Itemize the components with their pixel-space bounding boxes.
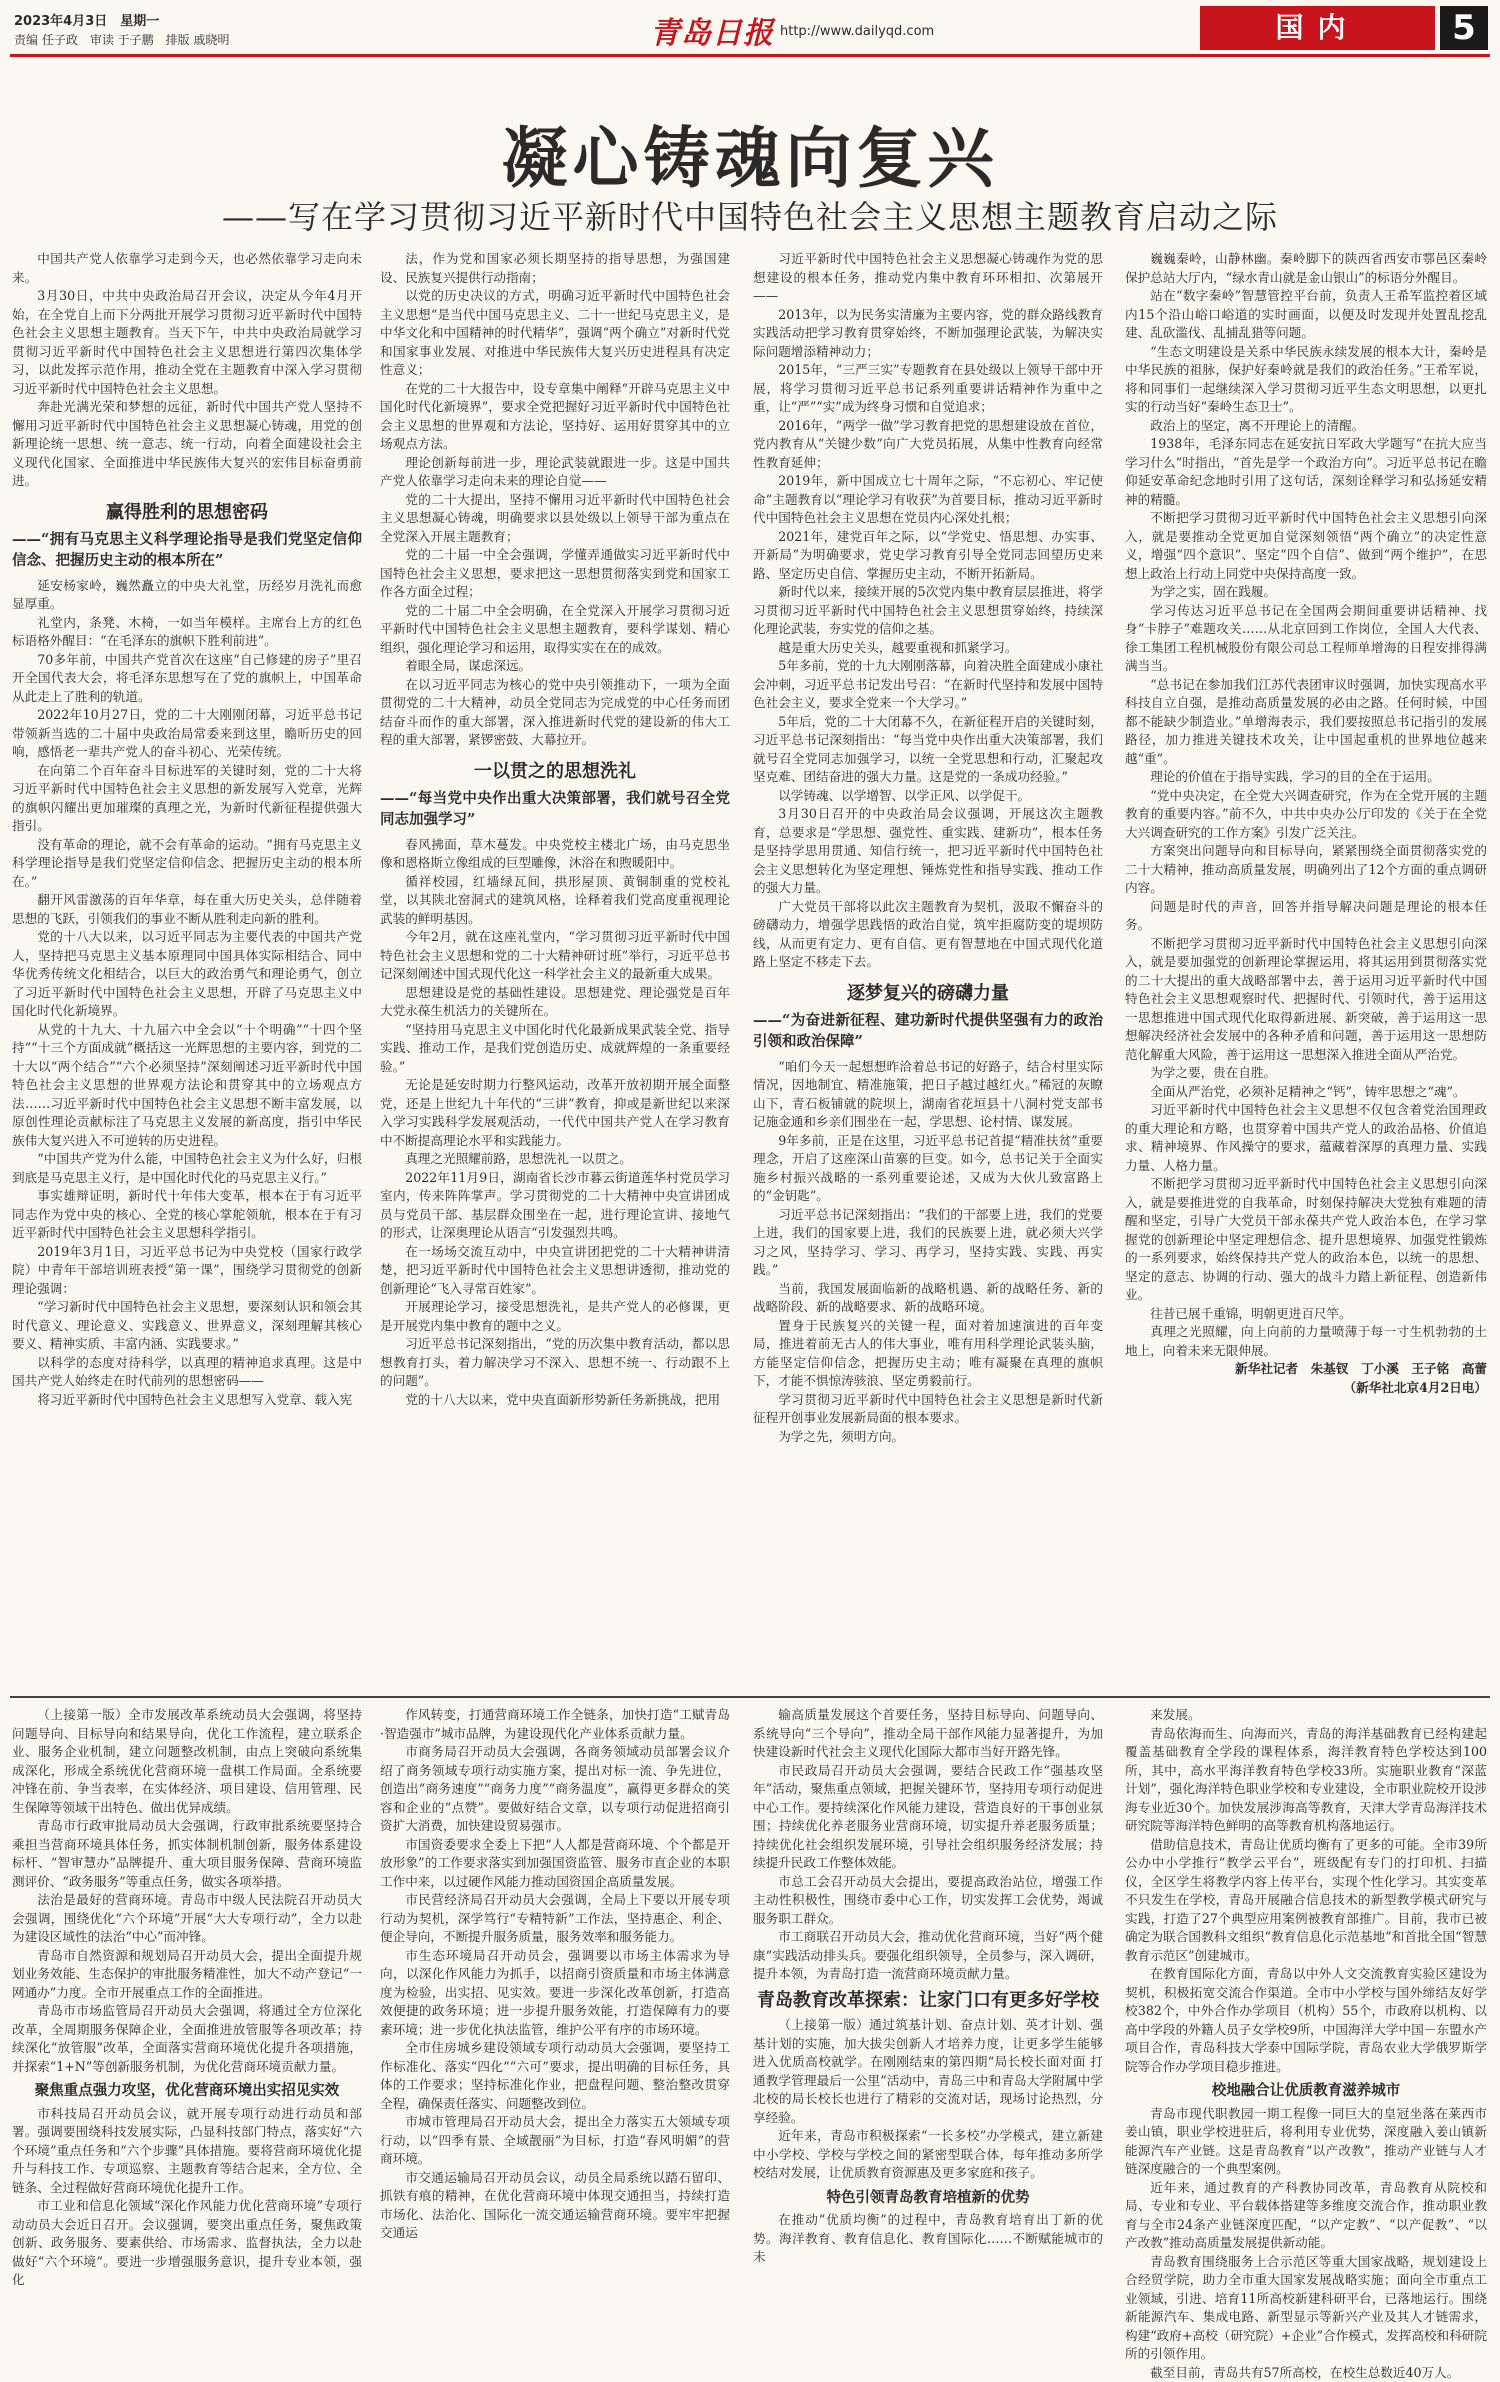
lower-column-4 xyxy=(1125,1706,1487,2171)
lower-column-2 xyxy=(380,1706,730,2171)
reporter-credit: 新华社记者 朱基钗 丁小溪 王子铭 高蕾 xyxy=(1125,1360,1487,1379)
section-heading-1: 赢得胜利的思想密码 xyxy=(12,501,362,525)
paragraph: 党的二十届一中全会强调，学懂弄通做实习近平新时代中国特色社会主义思想，要求把这一思想贯彻落实到党和国家工作各方面全过程； xyxy=(380,546,730,602)
lower-heading-4: 校地融合让优质教育滋养城市 xyxy=(1125,2082,1487,2101)
paragraph: “咱们今天一起想想昨洽着总书记的好路子，结合村里实际情况，因地制宜、精准施策，把日子越过越红火。”稀冠的灰瞭山下，青石板铺就的院坝上，湖南省花垣县十八洞村党支部书记施金通和乡亲们围坐在一起，学思想、论村情、谋发展。 xyxy=(753,1058,1103,1132)
paragraph: 习近平总书记深刻指出，“党的历次集中教育活动，都以思想教育打头，着力解决学习不深入、思想不统一、行动跟不上的问题”。 xyxy=(380,1335,730,1391)
paragraph: 思想建设是党的基础性建设。思想建党、理论强党是百年大党永葆生机活力的关键所在。 xyxy=(380,984,730,1021)
lower-heading-3: 特色引领青岛教育培植新的优势 xyxy=(753,2189,1103,2208)
paragraph: 理论的价值在于指导实践，学习的目的全在于运用。 xyxy=(1125,768,1487,787)
lower-column-1 xyxy=(12,1706,362,2171)
paragraph: 党的二十届二中全会明确，在全党深入开展学习贯彻习近平新时代中国特色社会主义思想主题教育，要科学谋划、精心组织，强化理论学习和运用，取得实实在在的成效。 xyxy=(380,602,730,658)
paragraph: “生态文明建设是关系中华民族永续发展的根本大计，秦岭是中华民族的祖脉，保护好秦岭就是我们的政治任务。”王希军说，将和同事们一起继续深入学习贯彻习近平生态文明思想，以更扎实的行动当好“秦岭生态卫士”。 xyxy=(1125,343,1487,417)
paragraph: 2022年11月9日，湖南省长沙市暮云街道莲华村党员学习室内，传来阵阵掌声。学习贯彻党的二十大精神中央宣讲团成员与党员干部、基层群众围坐在一起，进行理论宣讲、接地气的形式，让深奥理论从语言“引发强烈共鸣。 xyxy=(380,1169,730,1243)
paragraph: 2019年3月1日，习近平总书记为中央党校（国家行政学院）中青年干部培训班表授“第一课”，围绕学习贯彻党的创新理论强调： xyxy=(12,1243,362,1299)
paragraph: 党的二十大提出，坚持不懈用习近平新时代中国特色社会主义思想凝心铸魂，明确要求以县处级以上领导干部为重点在全党深入开展主题教育； xyxy=(380,491,730,547)
paragraph: 5年后，党的二十大闭幕不久，在新征程开启的关键时刻，习近平总书记深刻指出：“每当党中央作出重大决策部署，我们就号召全党同志加强学习，以统一全党思想和行动，汇聚起攻坚克难、团结奋进的强大力量。这是党的一条成功经验。” xyxy=(753,713,1103,787)
paragraph: 2013年，以为民务实清廉为主要内容，党的群众路线教育实践活动把学习教育贯穿始终，不断加强理论武装，为解决实际问题增添精神动力； xyxy=(753,306,1103,362)
article-column-2 xyxy=(380,250,730,1690)
col1b-paragraphs xyxy=(12,577,362,1410)
website-url: http://www.dailyqd.com xyxy=(780,24,934,39)
section-heading-2: 一以贯之的思想洗礼 xyxy=(380,760,730,784)
paragraph: 截至目前，青岛共有57所高校，在校生总数近40万人。 xyxy=(1125,2364,1487,2382)
col2-paragraphs xyxy=(380,250,730,750)
paragraph: 青岛依海而生、向海而兴，青岛的海洋基础教育已经构建起覆盖基础教育全学段的课程体系，海洋教育特色学校达到100所，其中，高水平海洋教育特色学校33所。实施职业教育“深蓝计划”，强化海洋特色职业学校和专业建设，全市职业院校开设涉海专业近30个。加快发展涉海高等教育，天津大学青岛海洋技术研究院等海洋特色鲜明的高等教育机构落地运行。 xyxy=(1125,1725,1487,1836)
paragraph: 青岛教育围绕服务上合示范区等重大国家战略，规划建设上合经贸学院，助力全市重大国家发展战略实施；面向全市重点工业领域，引进、培育11所高校新建科研平台，已落地运行。围绕新能源汽车、集成电路、新型显示等新兴产业及其人才链需求，构建“政府+高校（研究院）+企业”合作模式，发挥高校和科研院所的引领作用。 xyxy=(1125,2253,1487,2364)
paragraph: 来发展。 xyxy=(1125,1706,1487,1725)
paragraph: 党的十八大以来，以习近平同志为主要代表的中国共产党人，坚持把马克思主义基本原理同中国具体实际相结合、同中华优秀传统文化相结合，以巨大的政治勇气和理论勇气，创立了习近平新时代中国特色社会主义思想，开辟了马克思主义中国化时代化新境界。 xyxy=(12,928,362,1021)
paragraph: 青岛市行政审批局动员大会强调，行政审批系统要坚持合乘担当营商环境具体任务，抓实体制机制创新，服务体系建设标杆、“智审慧办”品牌提升、重大项目服务保障、营商环境监测评价、“政务服务”等重点任务，做实各项举措。 xyxy=(12,1817,362,1891)
header-divider xyxy=(10,54,1490,57)
paragraph: 站在“数字秦岭”智慧管控平台前，负责人王希军监控着区域内15个沿山峪口峪道的实时画面，以便及时发现并处置乱挖乱建、乱砍滥伐、乱捕乱猎等问题。 xyxy=(1125,287,1487,343)
paragraph: 延安杨家岭，巍然矗立的中央大礼堂，历经岁月洗礼而愈显厚重。 xyxy=(12,577,362,614)
lower-col1b-paragraphs xyxy=(12,2105,362,2290)
paragraph: 越是重大历史关头，越要重视和抓紧学习。 xyxy=(753,639,1103,658)
lower-col4-paragraphs xyxy=(1125,1706,1487,2076)
paragraph: 不断把学习贯彻习近平新时代中国特色社会主义思想引向深入，就是要推动全党更加自觉深刻领悟“两个确立”的决定性意义，增强“四个意识”、坚定“四个自信”、做到“两个维护”，在思想上政治上行动上同党中央保持高度一致。 xyxy=(1125,509,1487,583)
paragraph: 无论是延安时期力行整风运动，改革开放初期开展全面整党，还是上世纪九十年代的“三讲”教育，抑或是新世纪以来深入学习实践科学发展观活动，一代代中国共产党人在学习教育中不断提高理论水平和实践能力。 xyxy=(380,1076,730,1150)
paragraph: 为学之先，须明方向。 xyxy=(753,1428,1103,1447)
paragraph: 作风转变，打通营商环境工作全链条，加快打造“工赋青岛·智造强市”城市品牌，为建设现代化产业体系贡献力量。 xyxy=(380,1706,730,1743)
paragraph: （上接第一版）通过筑基计划、奋点计划、英才计划、强基计划的实施，加大拔尖创新人才培养力度，让更多学生能够进入优质高校就学。在刚刚结束的第四期“局长校长面对面 打通教学管理最后一公里”活动中，青岛三中和青岛大学附属中学北校的局长校长也进行了精彩的交流对话，现场讨论热烈，分享经验。 xyxy=(753,2016,1103,2127)
paragraph: 不断把学习贯彻习近平新时代中国特色社会主义思想引向深入，就是要推进党的自我革命，时刻保持解决大党独有难题的清醒和坚定，引导广大党员干部永葆共产党人政治本色，在学习掌握党的创新理论中坚定理想信念、提升思想境界、加强党性锻炼的一系列要求，始终保持共产党人的政治本色，以统一的思想、坚定的意志、协调的行动、强大的战斗力踏上新征程、创造新伟业。 xyxy=(1125,1175,1487,1305)
paragraph: 开展理论学习，接受思想洗礼，是共产党人的必修课，更是开展党内集中教育的题中之义。 xyxy=(380,1298,730,1335)
col4-paragraphs xyxy=(1125,250,1487,1360)
paragraph: 2021年，建党百年之际，以“学党史、悟思想、办实事、开新局”为明确要求，党史学习教育引导全党同志回望历史来路、坚定历史自信、掌握历史主动，不断开拓新局。 xyxy=(753,528,1103,584)
paragraph: 真理之光照耀，向上向前的力量喷薄于每一寸生机勃勃的土地上，向着未来无限伸展。 xyxy=(1125,1323,1487,1360)
section-subheading-1: ——“拥有马克思主义科学理论指导是我们党坚定信仰信念、把握历史主动的根本所在” xyxy=(12,529,362,571)
paragraph: 在以习近平同志为核心的党中央引领推动下，一项为全面贯彻党的二十大精神，动员全党同志为完成党的中心任务而团结奋斗而作的重大部署，深入推进新时代党的建设新的伟大工程的重大部署，紧锣密鼓、大幕拉开。 xyxy=(380,676,730,750)
paragraph: 当前，我国发展面临新的战略机遇、新的战略任务、新的战略阶段、新的战略要求、新的战略环境。 xyxy=(753,1280,1103,1317)
paragraph: “总书记在参加我们江苏代表团审议时强调，加快实现高水平科技自立自强，是推动高质量发展的必由之路。任何时候，中国都不能缺少制造业。”单增海表示，我们要按照总书记指引的发展路径，加力推进关键技术攻关，让中国起重机的世界地位越来越“重”。 xyxy=(1125,676,1487,769)
paragraph: 为学之要，贵在自胜。 xyxy=(1125,1064,1487,1083)
paragraph: 9年多前，正是在这里，习近平总书记首提“精准扶贫”重要理念，开启了这座深山苗寨的巨变。如今，总书记关于全面实施乡村振兴战略的一系列重要论述，又成为大伙儿致富路上的“金钥匙”。 xyxy=(753,1132,1103,1206)
section-subheading-3: ——“为奋进新征程、建功新时代提供坚强有力的政治引领和政治保障” xyxy=(753,1010,1103,1052)
paragraph: “中国共产党为什么能，中国特色社会主义为什么好，归根到底是马克思主义行，是中国化时代化的马克思主义行。” xyxy=(12,1150,362,1187)
lower-col3c-paragraphs xyxy=(753,2211,1103,2267)
paragraph: 近年来，青岛市积极探索“一长多校”办学模式，建立新建中小学校、学校与学校之间的紧密型联合体，每年推动多所学校结对发展，让优质教育资源惠及更多家庭和孩子。 xyxy=(753,2127,1103,2183)
section-separator xyxy=(10,1696,1490,1698)
paragraph: 在推动“优质均衡”的过程中，青岛教育培育出丁新的优势。海洋教育、教育信息化、教育国际化……不断赋能城市的未 xyxy=(753,2211,1103,2267)
paragraph: 市城市管理局召开动员大会，提出全力落实五大领域专项行动，以“四季有景、全域靓丽”为目标，打造“春风明媚”的营商环境。 xyxy=(380,2113,730,2169)
paragraph: 法治是最好的营商环境。青岛市中级人民法院召开动员大会强调，围绕优化“六个环境”开展“大大专项行动”，全力以赴为建设区域性的法治“中心”而冲锋。 xyxy=(12,1891,362,1947)
lower-heading-2: 青岛教育改革探索：让家门口有更多好学校 xyxy=(753,1992,1103,2011)
paragraph: 青岛市现代职教园一期工程像一同巨大的皇冠坐落在莱西市姜山镇，职业学校进驻后，将利用专业优势，深度融入姜山镇新能源汽车产业链。这是青岛教育“以产改教”，推动产业链与人才链深度融合的一个典型案例。 xyxy=(1125,2105,1487,2179)
col3-paragraphs xyxy=(753,250,1103,972)
paragraph: 市交通运输局召开动员会议，动员全局系统以踏石留印、抓铁有痕的精神，在优化营商环境中体现交通担当，持续打造市场化、法治化、国际化一流交通运输营商环境。要牢牢把握交通运 xyxy=(380,2169,730,2243)
paragraph: 在党的二十大报告中，设专章集中阐释“开辟马克思主义中国化时代化新境界”，要求全党把握好习近平新时代中国特色社会主义思想的世界观和方法论，坚持好、运用好贯穿其中的立场观点方法。 xyxy=(380,380,730,454)
lower-col4b-paragraphs xyxy=(1125,2105,1487,2382)
paragraph: 以党的历史决议的方式，明确习近平新时代中国特色社会主义思想“是当代中国马克思主义、二十一世纪马克思主义，是中华文化和中国精神的时代精华”，强调“两个确立”对新时代党和国家事业发展、对推进中华民族伟大复兴历史进程具有决定性意义； xyxy=(380,287,730,380)
issue-date: 2023年4月3日 星期一 xyxy=(14,10,159,29)
paragraph: 新时代以来，接续开展的5次党内集中教育层层推进，将学习贯彻习近平新时代中国特色社会主义思想贯穿始终，持续深化理论武装，夯实党的信仰之基。 xyxy=(753,583,1103,639)
paragraph: 市总工会召开动员大会提出，要提高政治站位，增强工作主动性积极性，围绕市委中心工作，切实发挥工会优势，竭诚服务职工群众。 xyxy=(753,1873,1103,1929)
paragraph: 问题是时代的声音，回答并指导解决问题是理论的根本任务。 xyxy=(1125,898,1487,935)
paragraph: 将习近平新时代中国特色社会主义思想写入党章、载入宪 xyxy=(12,1391,362,1410)
col2b-paragraphs xyxy=(380,836,730,1410)
paragraph: 输高质量发展这个首要任务，坚持目标导向、问题导向、系统导向“三个导向”，推动全局干部作风能力显著提升，为加快建设新时代社会主义现代化国际大都市当好开路先锋。 xyxy=(753,1706,1103,1762)
paragraph: 奔赴光满光荣和梦想的远征，新时代中国共产党人坚持不懈用习近平新时代中国特色社会主义思想凝心铸魂，用党的创新理论统一思想、统一意志、统一行动，向着全面建设社会主义现代化国家、全面推进中华民族伟大复兴的宏伟目标奋勇前进。 xyxy=(12,398,362,491)
col1-paragraphs xyxy=(12,250,362,491)
newspaper-logo: 青岛日报 xyxy=(650,8,774,52)
lower-col3b-paragraphs xyxy=(753,2016,1103,2183)
paragraph: 市工商联召开动员大会，推动优化营商环境，当好“两个健康”实践活动排头兵。要强化组织领导，全员参与，深入调研，提升本领，为青岛打造一流营商环境贡献力量。 xyxy=(753,1928,1103,1984)
paragraph: 市民政局召开动员大会强调，要结合民政工作“强基攻坚年”活动，聚焦重点领域，把握关键环节，坚持用专项行动促进中心工作。要持续深化作风能力建设，营造良好的干事创业氛围；持续优化养老服务业营商环境，切实提升养老服务质量；持续优化社会组织发展环境，引导社会组织服务经济发展；持续提升民政工作整体效能。 xyxy=(753,1762,1103,1873)
col3b-paragraphs xyxy=(753,1058,1103,1447)
paragraph: 不断把学习贯彻习近平新时代中国特色社会主义思想引向深入，就是要加强党的创新理论掌握运用，将其运用到贯彻落实党的二十大提出的重大战略部署中去，善于运用习近平新时代中国特色社会主义思想观察时代、把握时代、引领时代，善于运用这一思想推进中国式现代化取得新进展、新突破，善于运用这一思想解决经济社会发展中的各种矛盾和问题，善于运用这一思想防范化解重大风险，善于运用这一思想深入推进全面从严治党。 xyxy=(1125,935,1487,1065)
paragraph: 往昔已展千重锦，明朝更进百尺竿。 xyxy=(1125,1305,1487,1324)
paragraph: 习近平总书记深刻指出：“我们的干部要上进，我们的党要上进，我们的国家要上进，我们的民族要上进，就必须大兴学习之风，坚持学习、学习、再学习，坚持实践、实践、再实践。” xyxy=(753,1206,1103,1280)
paragraph: 2022年10月27日，党的二十大刚刚闭幕，习近平总书记带领新当选的二十届中央政治局常委来到这里，瞻昕历史的回响，感悟老一辈共产党人的奋斗初心、光荣传统。 xyxy=(12,706,362,762)
paragraph: 学习传达习近平总书记在全国两会期间重要讲话精神、找身“卡脖子”难题攻关……从北京回到工作岗位，全国人大代表、徐工集团工程机械股份有限公司总工程师单增海的日程安排得满满当当。 xyxy=(1125,602,1487,676)
paragraph: 2019年，新中国成立七十周年之际，“不忘初心、牢记使命”主题教育以“理论学习有收获”为首要目标，推动习近平新时代中国特色社会主义思想在党员内心深处扎根； xyxy=(753,472,1103,528)
paragraph: 方案突出问题导向和目标导向，紧紧围绕全面贯彻落实党的二十大精神，推动高质量发展，明确列出了12个方面的重点调研内容。 xyxy=(1125,842,1487,898)
paragraph: 以科学的态度对待科学，以真理的精神追求真理。这是中国共产党人始终走在时代前列的思想密码—— xyxy=(12,1354,362,1391)
paragraph: 今年2月，就在这座礼堂内，“学习贯彻习近平新时代中国特色社会主义思想和党的二十大精神研讨班”举行，习近平总书记深刻阐述中国式现代化这一科学社会主义的最新重大成果。 xyxy=(380,928,730,984)
paragraph: 从党的十九大、十九届六中全会以“十个明确”“十四个坚持”“十三个方面成就”概括这一光辉思想的主要内容，到党的二十大以“两个结合”“六个必须坚持”深刻阐述习近平新时代中国特色社会主义思想的世界观方法论和贯穿其中的立场观点方法……习近平新时代中国特色社会主义思想不断丰富发展，以原创性理论贡献标注了马克思主义发展的新高度，指引中华民族伟大复兴进入不可逆转的历史进程。 xyxy=(12,1021,362,1151)
paragraph: 学习贯彻习近平新时代中国特色社会主义思想是新时代新征程开创事业发展新局面的根本要求。 xyxy=(753,1391,1103,1428)
paragraph: 真理之光照耀前路，思想洗礼一以贯之。 xyxy=(380,1150,730,1169)
paragraph: 市民营经济局召开动员大会强调，全局上下要以开展专项行动为契机，深学笃行“专精特新”工作法，坚持惠企、利企、便企导向，不断提升服务质量，服务效率和服务能力。 xyxy=(380,1891,730,1947)
paragraph: 青岛市自然资源和规划局召开动员大会，提出全面提升规划业务效能、生态保护的审批服务精准性，加大不动产登记“一网通办”力度。全市开展重点工作的全面推进。 xyxy=(12,1947,362,2003)
article-column-1 xyxy=(12,250,362,1690)
paragraph: 广大党员干部将以此次主题教育为契机，汲取不懈奋斗的磅礴动力，增强学思践悟的政治自觉，筑牢拒腐防变的堤坝防线，从而更有定力、更有自信、更有智慧地在中国式现代化道路上坚定不移走下去。 xyxy=(753,898,1103,972)
paragraph: 3月30日，中共中央政治局召开会议，决定从今年4月开始，在全党自上而下分两批开展学习贯彻习近平新时代中国特色社会主义思想主题教育。当天下午，中共中央政治局就学习贯彻习近平新时代中国特色社会主义思想进行第四次集体学习，以此发挥示范作用，推动全党在主题教育中深入学习贯彻习近平新时代中国特色社会主义思想。 xyxy=(12,287,362,398)
paragraph: 市商务局召开动员大会强调，各商务领域动员部署会议介绍了商务领域专项行动实施方案，提出对标一流、争先进位，创造出“商务速度”“商务力度”“商务温度”，赢得更多群众的笑容和企业的“点赞”。要做好结合文章，以专项行动促进招商引资扩大消费，加快建设贸易强市。 xyxy=(380,1743,730,1836)
paragraph: 礼堂内，条凳、木椅，一如当年模样。主席台上方的红色标语格外醒目：“在毛泽东的旗帜下胜利前进”。 xyxy=(12,614,362,651)
paragraph: 在向第二个百年奋斗目标进军的关键时刻，党的二十大将习近平新时代中国特色社会主义思想的新发展写入党章，光辉的旗帜闪耀出更加璀璨的真理之光，为新时代新征程提供强大指引。 xyxy=(12,762,362,836)
paragraph: 春风拂面，草木蔓发。中央党校主楼北广场，由马克思坐像和恩格斯立像组成的巨型雕像，沐浴在和煦暖阳中。 xyxy=(380,836,730,873)
section-subheading-2: ——“每当党中央作出重大决策部署，我们就号召全党同志加强学习” xyxy=(380,788,730,830)
paragraph: 市科技局召开动员会议，就开展专项行动进行动员和部署。强调要围绕科技发展实际，凸显科技部门特点，落实好“六个环境”重点任务和“六个步骤”具体措施。要将营商环境优化提升与科技工作、专项巡察、主题教育等结合起来，全方位、全链条、全过程做好营商环境优化提升工作。 xyxy=(12,2105,362,2198)
article-column-4 xyxy=(1125,250,1487,1690)
paragraph: 5年多前，党的十九大刚刚落幕，向着决胜全面建成小康社会冲刺，习近平总书记发出号召：“在新时代坚持和发展中国特色社会主义，要求全党来一个大学习。” xyxy=(753,657,1103,713)
paragraph: 习近平新时代中国特色社会主义思想凝心铸魂作为党的思想建设的根本任务，推动党内集中教育环环相扣、次第展开—— xyxy=(753,250,1103,306)
section-heading-3: 逐梦复兴的磅礴力量 xyxy=(753,982,1103,1006)
paragraph: 市工业和信息化领域“深化作风能力优化营商环境”专项行动动员大会近日召开。会议强调，要突出重点任务，聚焦政策创新、政务服务、要素供给、市场需求、监督执法，全力以赴做好“六个环境”。要进一步增强服务意识，提升专业本领，强化 xyxy=(12,2197,362,2290)
lower-col3-paragraphs xyxy=(753,1706,1103,1984)
paragraph: 循祥校园，红墙绿瓦间，拱形屋顶、黄铜制重的党校礼堂，以其陕北窑洞式的建筑风格，诠释着我们党高度重视理论武装的鲜明基因。 xyxy=(380,873,730,929)
lower-col2-paragraphs xyxy=(380,1706,730,2243)
paragraph: 1938年，毛泽东同志在延安抗日军政大学题写“在抗大应当学习什么”时指出，“首先是学一个政治方向”。习近平总书记在瞻仰延安革命纪念地时引用了这句话，深刻诠释学习和弘扬延安精神的精髓。 xyxy=(1125,435,1487,509)
paragraph: 党的十八大以来，党中央直面新形势新任务新挑战，把用 xyxy=(380,1391,730,1410)
paragraph: （上接第一版）全市发展改革系统动员大会强调，将坚持问题导向、目标导向和结果导向，优化工作流程，建立联系企业、服务企业机制，建立问题整改机制，由点上突破向系统集成深化，形成全系统优化营商环境一盘棋工作局面。全系统要冲锋在前、争当表率，在实体经济、项目建设、信用管理、民生保障等领域干出特色、做出优异成绩。 xyxy=(12,1706,362,1817)
paragraph: 为学之实，固在践履。 xyxy=(1125,583,1487,602)
paragraph: 全市住房城乡建设领域专项行动动员大会强调，要坚持工作标准化、落实“四化”“六可”要求，提出明确的目标任务，具体的工作要求；坚持标准化作业，把盘程问题、整治整改贯穿全程，确保责任落实、问题整改到位。 xyxy=(380,2039,730,2113)
paragraph: 在一场场交流互动中，中央宣讲团把党的二十大精神讲清楚，把习近平新时代中国特色社会主义思想讲透彻，推动党的创新理论“飞入寻常百姓家”。 xyxy=(380,1243,730,1299)
paragraph: 全面从严治党，必须补足精神之“钙”，铸牢思想之“魂”。 xyxy=(1125,1083,1487,1102)
paragraph: 法，作为党和国家必须长期坚持的指导思想，为强国建设、民族复兴提供行动指南； xyxy=(380,250,730,287)
paragraph: “学习新时代中国特色社会主义思想，要深刻认识和领会其时代意义、理论意义、实践意义、世界意义，深刻理解其核心要义、精神实质、丰富内涵、实践要求。” xyxy=(12,1298,362,1354)
paragraph: “党中央决定，在全党大兴调查研究，作为在全党开展的主题教育的重要内容。”前不久，中共中央办公厅印发的《关于在全党大兴调查研究的工作方案》引发广泛关注。 xyxy=(1125,787,1487,843)
paragraph: 没有革命的理论，就不会有革命的运动。“拥有马克思主义科学理论指导是我们党坚定信仰信念、把握历史主动的根本所在。” xyxy=(12,836,362,892)
paragraph: 市生态环境局召开动员会，强调要以市场主体需求为导向，以深化作风能力为抓手，以招商引资质量和市场主体满意度为检验，出实招、见实效。要进一步深化改革创新，打造高效便捷的政务环境；进一步提升服务效能，打造保障有力的要素环境；进一步优化执法监管，维护公平有序的市场环境。 xyxy=(380,1947,730,2040)
paragraph: 着眼全局，谋虑深远。 xyxy=(380,657,730,676)
paragraph: 70多年前，中国共产党首次在这座“自己修建的房子”里召开全国代表大会，将毛泽东思想写在了党的旗帜上，中国革命从此走上了胜利的轨道。 xyxy=(12,651,362,707)
paragraph: “坚持用马克思主义中国化时代化最新成果武装全党、指导实践、推动工作，是我们党创造历史、成就辉煌的一条重要经验。” xyxy=(380,1021,730,1077)
paragraph: 3月30日召开的中央政治局会议强调，开展这次主题教育，总要求是“学思想、强党性、重实践、建新功”，根本任务是坚持学思用贯通、知信行统一，把习近平新时代中国特色社会主义思想转化为坚定理想、锤炼党性和指导实践、推动工作的强大力量。 xyxy=(753,805,1103,898)
paragraph: 近年来，通过教育的产科教协同改革，青岛教育从院校和局、专业和专业、平台载体搭建等多维度交流合作，推动职业教育与全市24条产业链深度匹配，“以产定教”、“以产促教”、“以产改教”推动高质量发展提供新动能。 xyxy=(1125,2179,1487,2253)
paragraph: 在教育国际化方面，青岛以中外人文交流教育实验区建设为契机，积极拓宽交流合作渠道。全市中小学校与国外缔结友好学校382个，中外合作办学项目（机构）55个，市政府以机构、以高中学段的外籍人员子女学校9所，中国海洋大学中国－东盟水产项目合作，青岛科技大学泰中国际学院，青岛农业大学俄罗斯学院等合作办学项目稳步推进。 xyxy=(1125,1965,1487,2076)
paragraph: 理论创新每前进一步，理论武装就跟进一步。这是中国共产党人依靠学习走向未来的理论自觉—— xyxy=(380,454,730,491)
paragraph: 中国共产党人依靠学习走到今天，也必然依靠学习走向未来。 xyxy=(12,250,362,287)
lower-col1-paragraphs xyxy=(12,1706,362,2076)
dateline: （新华社北京4月2日电） xyxy=(1125,1379,1487,1398)
paragraph: 青岛市市场监管局召开动员大会强调，将通过全方位深化改革，全周期服务保障企业，全面推进放管服等各项改革；持续深化“放管服”改革，全面落实营商环境优化提升各项措施，并探索“1+N”等创新服务机制，为优化营商环境贡献力量。 xyxy=(12,2002,362,2076)
article-subtitle: ——写在学习贯彻习近平新时代中国特色社会主义思想主题教育启动之际 xyxy=(0,192,1500,238)
paragraph: 政治上的坚定，离不开理论上的清醒。 xyxy=(1125,417,1487,436)
paragraph: 翻开风雷激荡的百年华章，每在重大历史关头，总伴随着思想的飞跃，引领我们的事业不断从胜利走向新的胜利。 xyxy=(12,891,362,928)
paragraph: 以学铸魂、以学增智、以学正风、以学促干。 xyxy=(753,787,1103,806)
lower-heading-1: 聚焦重点强力攻坚，优化营商环境出实招见实效 xyxy=(12,2082,362,2101)
article-title: 凝心铸魂向复兴 xyxy=(0,105,1500,200)
paragraph: 置身于民族复兴的关键一程，面对着加速演进的百年变局，推进着前无古人的伟大事业，唯有用科学理论武装头脑，方能坚定信仰信念，把握历史主动；唯有凝聚在真理的旗帜下，才能不惧惊涛骇浪、坚定勇毅前行。 xyxy=(753,1317,1103,1391)
section-label: 国内 xyxy=(1200,6,1435,50)
page-header xyxy=(0,0,1500,62)
paragraph: 2016年，“两学一做”学习教育把党的思想建设放在首位，党内教育从“关键少数”向广大党员拓展，从集中性教育向经常性教育延伸； xyxy=(753,417,1103,473)
article-column-3 xyxy=(753,250,1103,1690)
paragraph: 巍巍秦岭，山静林幽。秦岭脚下的陕西省西安市鄠邑区秦岭保护总站大厅内，“绿水青山就是金山银山”的标语分外醒目。 xyxy=(1125,250,1487,287)
lower-column-3 xyxy=(753,1706,1103,2171)
editorial-staff: 责编 任子政 审读 于子鹏 排版 戚晓明 xyxy=(14,31,229,48)
paragraph: 事实雄辩证明，新时代十年伟大变革，根本在于有习近平同志作为党中央的核心、全党的核心掌舵领航，根本在于有习近平新时代中国特色社会主义思想科学指引。 xyxy=(12,1187,362,1243)
paragraph: 借助信息技术，青岛让优质均衡有了更多的可能。全市39所公办中小学推行“教学云平台”，班级配有专门的打印机、扫描仪，全区学生将教学内容上传平台，实现个性化学习。其实变革不只发生在学校，青岛开展融合信息技术的新型教学模式研究与实践，打造了27个典型应用案例被教育部推广。目前，我市已被确定为联合国教科文组织“教育信息化示范基地”和首批全国“智慧教育示范区”创建城市。 xyxy=(1125,1836,1487,1966)
paragraph: 习近平新时代中国特色社会主义思想不仅包含着党治国理政的重大理论和方略，也贯穿着中国共产党人的政治品格、价值追求、精神境界、作风操守的要求，蕴藏着深厚的真理力量、实践力量、人格力量。 xyxy=(1125,1101,1487,1175)
page-number: 5 xyxy=(1440,6,1488,50)
paragraph: 市国资委要求全委上下把“人人都是营商环境、个个都是开放形象”的工作要求落实到加强国资监管、服务市直企业的本职工作中来，以过硬作风能力推动国资国企高质量发展。 xyxy=(380,1836,730,1892)
paragraph: 2015年，“三严三实”专题教育在县处级以上领导干部中开展，将学习贯彻习近平总书记系列重要讲话精神作为重中之重，让“严”“实”成为终身习惯和自觉追求； xyxy=(753,361,1103,417)
